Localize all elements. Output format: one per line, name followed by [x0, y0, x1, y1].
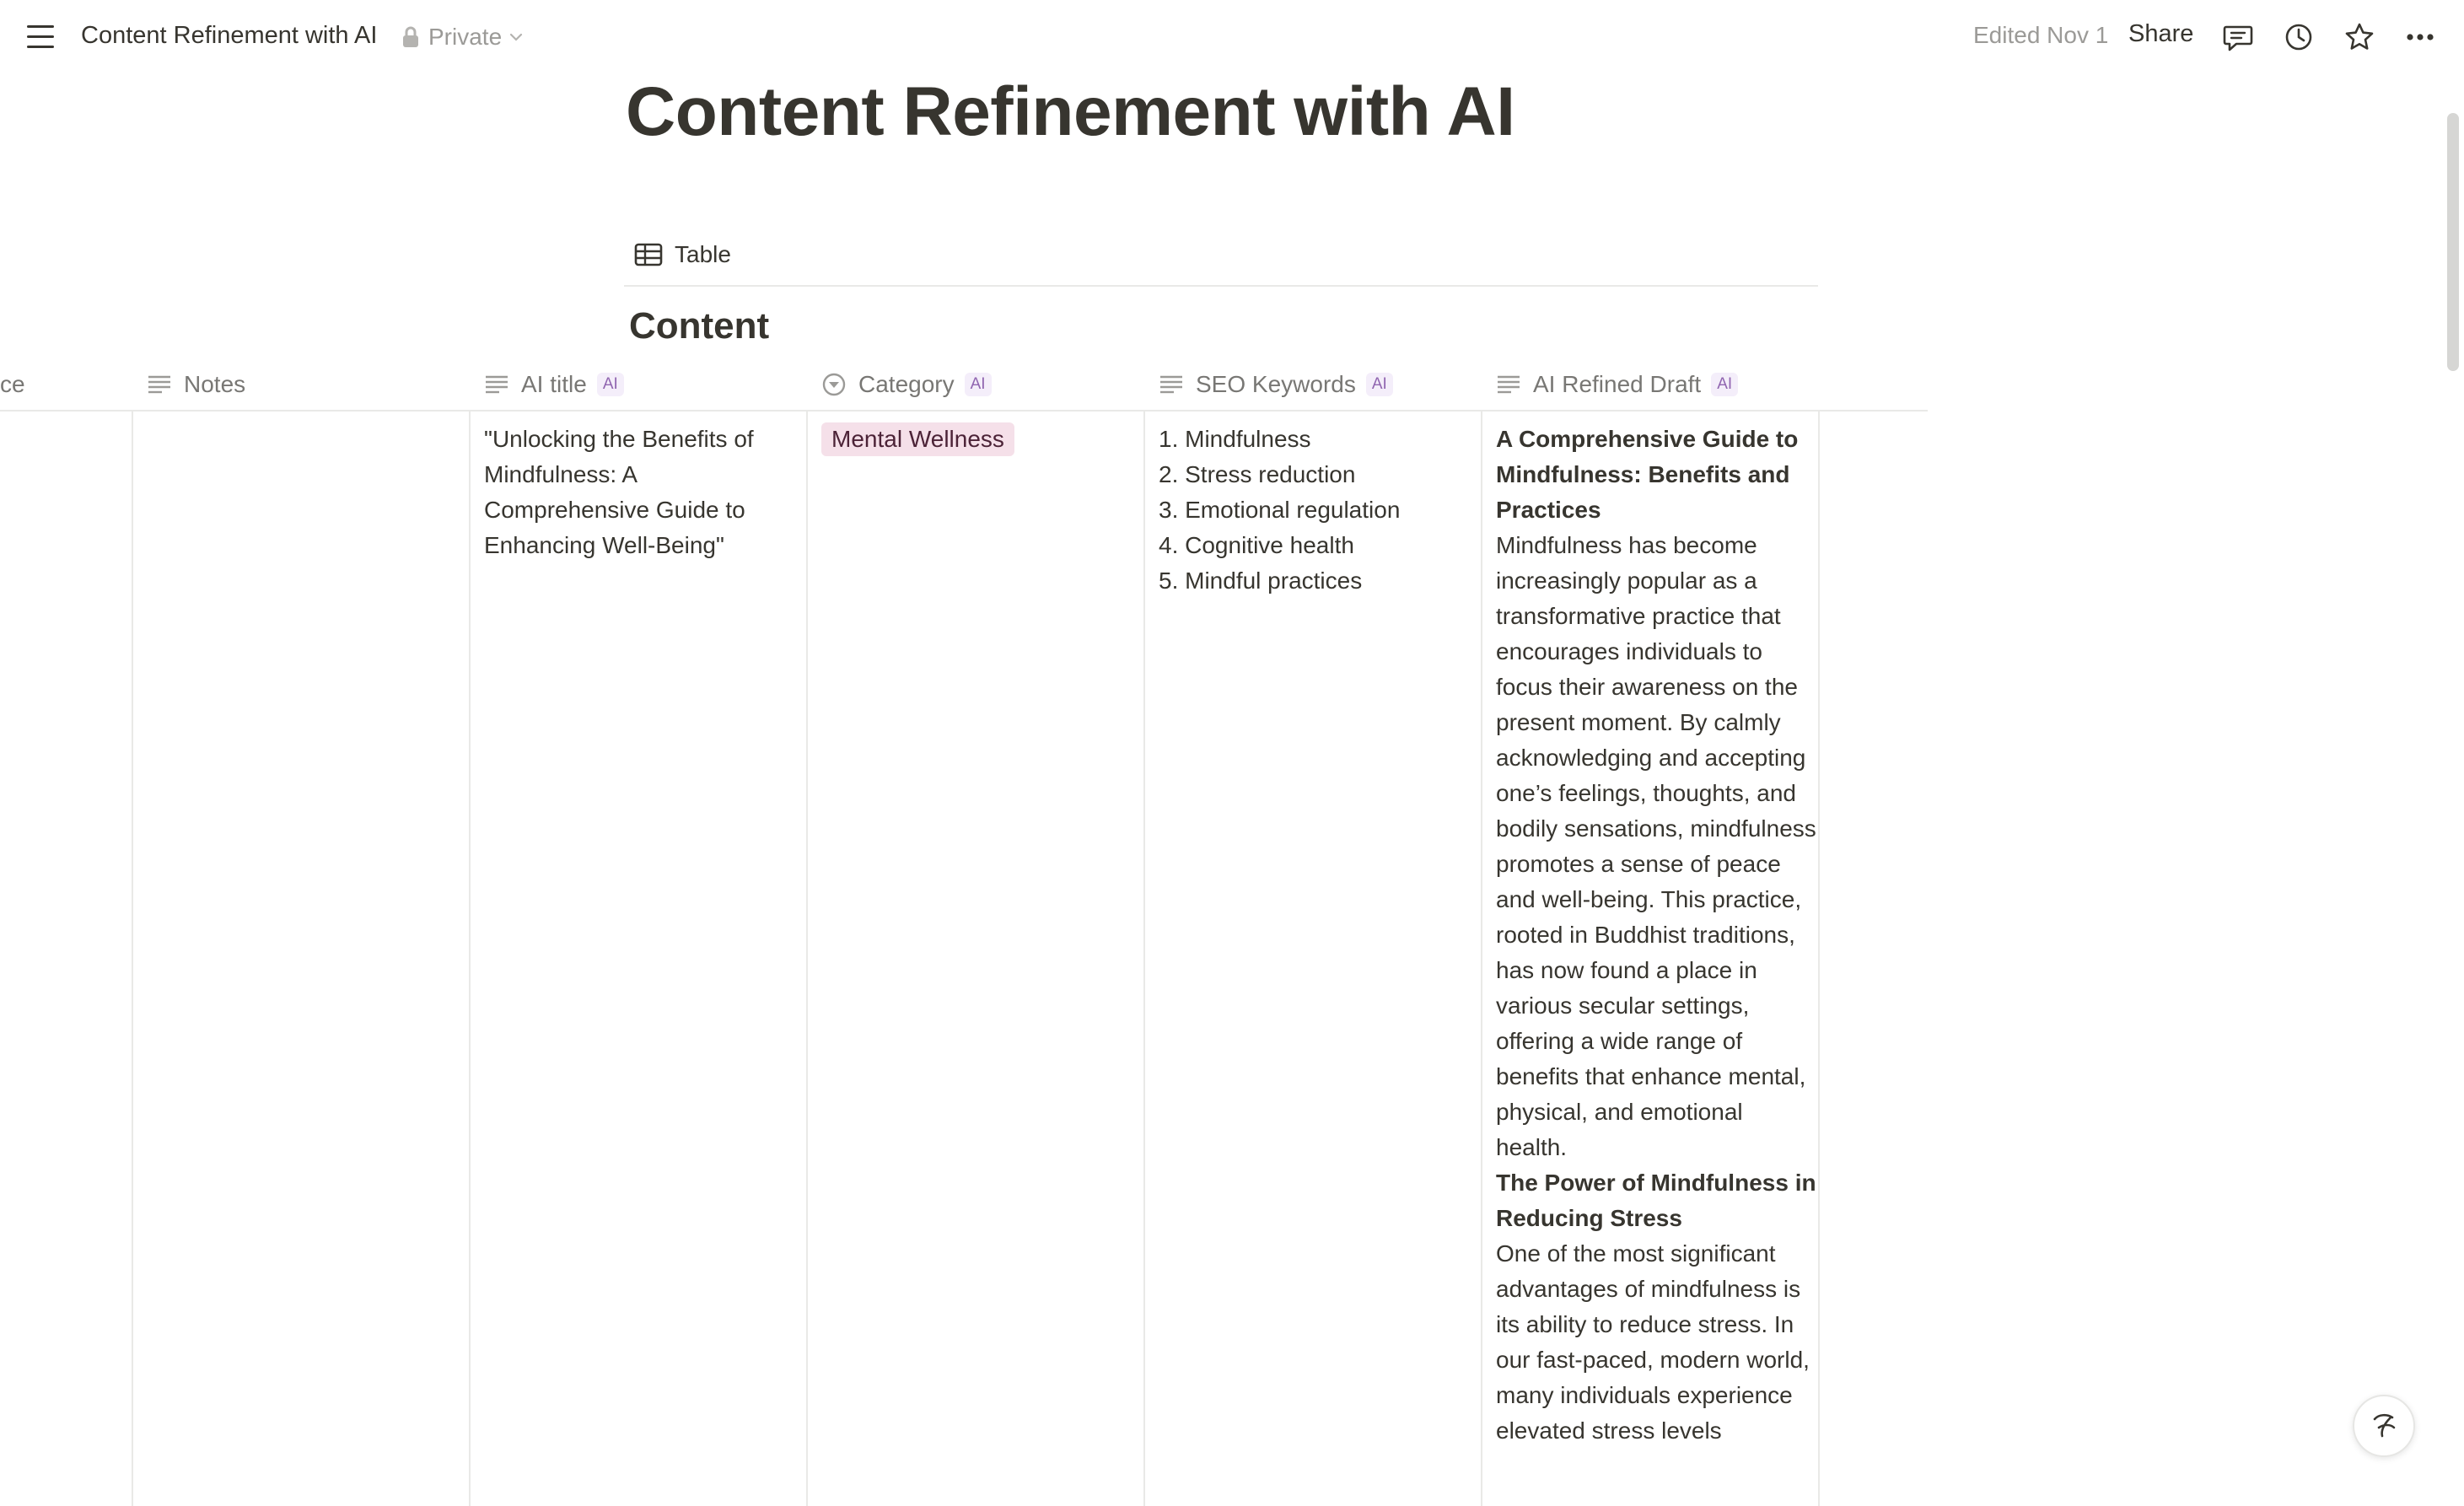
ai-badge: AI	[597, 373, 624, 396]
ai-badge: AI	[965, 373, 992, 396]
keyword-item: 2. Stress reduction	[1159, 461, 1356, 487]
clock-icon[interactable]	[2280, 19, 2317, 56]
draft-heading: The Power of Mindfulness in Reducing Stress	[1496, 1170, 1816, 1231]
column-divider	[806, 411, 808, 1506]
column-header-category[interactable]	[821, 359, 992, 410]
draft-paragraph: Mindfulness has become increasingly popular as a transformative practice that encourages individuals to focus their awareness on the present moment. By calmly acknowledging and accepting one’s feelings, thoughts, and bodily sensations, mindfulness promotes a sense of peace and well-being. This practice, rooted in Buddhist traditions, has now found a place in various secular settings, offering a wide range of benefits that enhance mental, physical, and emotional health.	[1496, 532, 1816, 1160]
more-icon[interactable]	[2402, 19, 2439, 56]
draft-paragraph: One of the most significant advantages of mindfulness is its ability to reduce stress. In our fast-paced, modern world, many individuals experience elevated stress levels	[1496, 1240, 1810, 1444]
table-header	[0, 359, 1928, 411]
star-icon[interactable]	[2341, 19, 2378, 56]
chevron-down-icon	[508, 32, 524, 42]
column-divider	[1818, 411, 1820, 1506]
column-header-truncated[interactable]	[0, 359, 25, 410]
text-lines-icon	[1159, 374, 1184, 395]
column-label: SEO Keywords	[1196, 371, 1356, 397]
column-header-notes[interactable]	[147, 359, 245, 410]
cell-ai-title[interactable]: "Unlocking the Benefits of Mindfulness: A Comprehensive Guide to Enhancing Well-Being"	[484, 426, 754, 558]
column-divider	[1143, 411, 1145, 1506]
vertical-scrollbar[interactable]	[2447, 113, 2459, 371]
privacy-selector[interactable]	[401, 22, 532, 52]
top-bar	[0, 0, 2464, 74]
column-divider	[1481, 411, 1482, 1506]
column-divider	[469, 411, 471, 1506]
text-lines-icon	[1496, 374, 1521, 395]
select-icon	[821, 372, 847, 397]
cell-seo-keywords[interactable]	[1159, 422, 1479, 599]
column-label: AI title	[521, 371, 587, 397]
menu-icon[interactable]	[24, 22, 57, 52]
keyword-item: 1. Mindfulness	[1159, 426, 1311, 452]
text-lines-icon	[147, 374, 172, 395]
page-title[interactable]: Content Refinement with AI	[626, 73, 1515, 150]
cell-ai-refined-draft[interactable]	[1496, 422, 1816, 1449]
column-header-ai-title[interactable]	[484, 359, 624, 410]
column-label: Category	[858, 371, 955, 397]
view-divider	[624, 285, 1818, 287]
tab-table-label: Table	[675, 241, 731, 267]
privacy-label: Private	[428, 24, 503, 50]
ai-badge: AI	[1366, 373, 1393, 396]
help-button[interactable]	[2353, 1395, 2415, 1457]
edited-timestamp: Edited Nov 1	[1973, 22, 2109, 48]
ai-badge: AI	[1711, 373, 1738, 396]
text-lines-icon	[484, 374, 509, 395]
column-header-seo-keywords[interactable]	[1159, 359, 1393, 410]
keyword-item: 5. Mindful practices	[1159, 567, 1363, 594]
column-label: AI Refined Draft	[1533, 371, 1702, 397]
column-header-ai-refined-draft[interactable]	[1496, 359, 1738, 410]
cell-category[interactable]	[821, 422, 1014, 457]
comment-icon[interactable]	[2219, 19, 2257, 56]
breadcrumb-page-title[interactable]: Content Refinement with AI	[81, 22, 378, 49]
tab-table-view[interactable]	[634, 238, 731, 272]
help-cursive-icon	[2367, 1409, 2401, 1443]
draft-heading: A Comprehensive Guide to Mindfulness: Benefits and Practices	[1496, 426, 1799, 523]
column-divider	[132, 411, 133, 1506]
database-title[interactable]: Content	[629, 305, 770, 347]
keyword-item: 3. Emotional regulation	[1159, 497, 1401, 523]
keyword-item: 4. Cognitive health	[1159, 532, 1354, 558]
lock-icon	[401, 25, 420, 49]
column-label: Notes	[184, 371, 246, 397]
share-button[interactable]: Share	[2128, 20, 2194, 47]
column-label: ce	[0, 371, 25, 397]
table-icon	[634, 243, 663, 266]
category-tag[interactable]: Mental Wellness	[821, 422, 1014, 456]
